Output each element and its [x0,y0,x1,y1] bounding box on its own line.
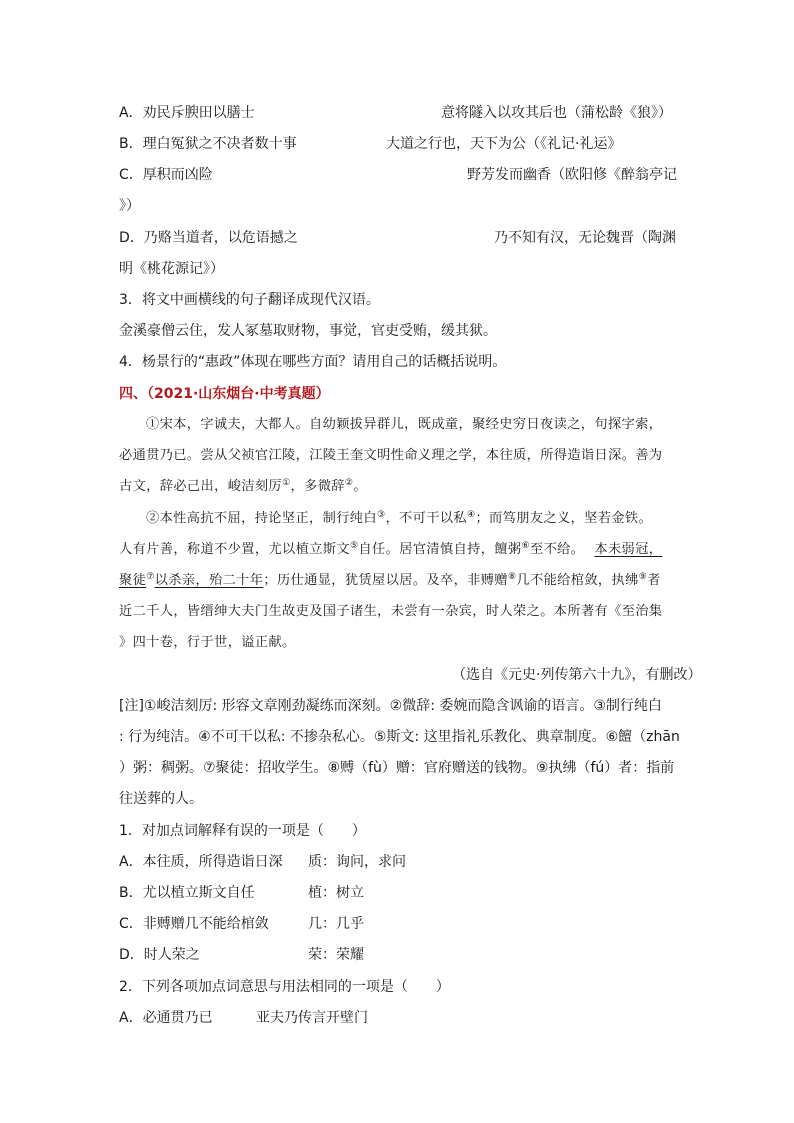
footnote-marker: ② [344,478,354,488]
option-c-continuation: 》） [119,198,140,214]
q1-option-a: A．本往质，所得造诣日深 [119,854,283,870]
passage-line: 人有片善，称道不少置，尤以植立斯文⑤自任。居官清慎自持，饘粥⑥至不给。 本未弱冠， [119,541,663,557]
passage-line: 古文，辞必己出，峻洁刻厉①，多微辞②。 [119,478,367,494]
question-1: 1．对加点词解释有误的一项是（ ） [119,823,366,839]
q1-option-b: B．尤以植立斯文自任 [119,885,255,901]
question-3: 3．将文中画横线的句子翻译成现代汉语。 [119,292,380,308]
question-3-sentence: 金溪豪僧云住，发人冢墓取财物，事觉，官吏受贿，缓其狱。 [119,323,497,339]
footnote-marker: ⑨ [638,572,648,582]
q1-option-c: C．非赙赠几不能给棺敛 [119,916,269,932]
q2-option-a-compare: 亚夫乃传言开壁门 [256,1010,368,1026]
passage-line: 聚徒⑦以杀亲，殆二十年；历仕通显，犹赁屋以居。及卒，非赙赠⑧几不能给棺敛，执绋⑨者 [119,572,661,588]
question-4: 4．杨景行的“惠政”体现在哪些方面？请用自己的话概括说明。 [119,354,507,370]
q1-option-c-gloss: 几：几乎 [308,916,364,932]
passage-source: （选自《元史·列传第六十九》，有删改） [452,667,702,683]
option-b-right: 大道之行也，天下为公（《礼记·礼运》 [386,136,622,152]
passage-line: ①宋本，字诚夫，大都人。自幼颖拔异群儿，既成童，聚经史穷日夜读之，句探字索， [146,417,663,432]
footnote-marker: ④ [467,510,476,520]
footnote-marker: ⑧ [507,572,517,582]
q1-option-b-gloss: 植：树立 [308,885,364,901]
footnote-marker: ⑥ [521,541,530,551]
note-line: ）粥：稠粥。⑦聚徒：招收学生。⑧赙（fù）赠：官府赠送的钱物。⑨执绋（fú）者：指前 [119,760,675,776]
underlined-sentence: 以杀亲，殆二十年 [154,573,264,588]
question-2: 2．下列各项加点词意思与用法相同的一项是（ ） [119,979,450,995]
q2-option-a: A．必通贯乃已 [119,1010,213,1026]
passage-line: 必通贯乃已。尝从父祯官江陵，江陵王奎文明性命义理之学，本往质，所得造诣日深。善为 [119,448,663,463]
q1-option-d: D．时人荣之 [119,947,200,963]
passage-line: 》四十卷，行于世，谥正献。 [119,635,296,650]
passage-line: 近二千人，皆缙绅大夫门生故吏及国子诸生，未尝有一杂宾，时人荣之。本所著有《至治集 [119,604,663,619]
option-d-continuation: 明《桃花源记》） [119,261,224,277]
option-d-left: D．乃赂当道者，以危语撼之 [119,230,298,246]
footnote-marker: ⑤ [350,541,359,551]
q1-option-a-gloss: 质：询问，求问 [308,854,406,870]
option-c-right: 野芳发而幽香（欧阳修《醉翁亭记 [467,167,677,183]
footnote-marker: ⑦ [146,572,155,582]
section-heading: 四、（2021·山东烟台·中考真题） [119,386,330,402]
underlined-sentence: 聚徒 [119,573,147,588]
footnote-marker: ③ [377,510,386,520]
option-b-left: B．理白冤狱之不决者数十事 [119,136,297,152]
option-a-left: A．劝民斥腴田以膳士 [119,105,255,121]
option-c-left: C．厚积而凶险 [119,167,213,183]
option-a-right: 意将隧入以攻其后也（蒲松龄《狼》） [441,105,672,121]
passage-line: ②本性高抗不屈，持论坚正，制行纯白③，不可干以私④；而笃朋友之义，坚若金铁。 [146,510,653,526]
note-line: : 行为纯洁。④不可干以私: 不掺杂私心。⑤斯文: 这里指礼乐教化、典章制度。⑥饘（zhān [119,729,680,745]
q1-option-d-gloss: 荣：荣耀 [308,947,364,963]
footnote-marker: ① [282,478,291,488]
option-d-right: 乃不知有汉，无论魏晋（陶渊 [494,230,676,246]
note-line: 往送葬的人。 [119,791,203,807]
underlined-sentence: 本未弱冠， [594,542,663,557]
note-line: [注]①峻洁刻厉: 形容文章刚劲凝练而深刻。②微辞: 委婉而隐含讽谕的语言。③制行纯白 [119,698,662,714]
